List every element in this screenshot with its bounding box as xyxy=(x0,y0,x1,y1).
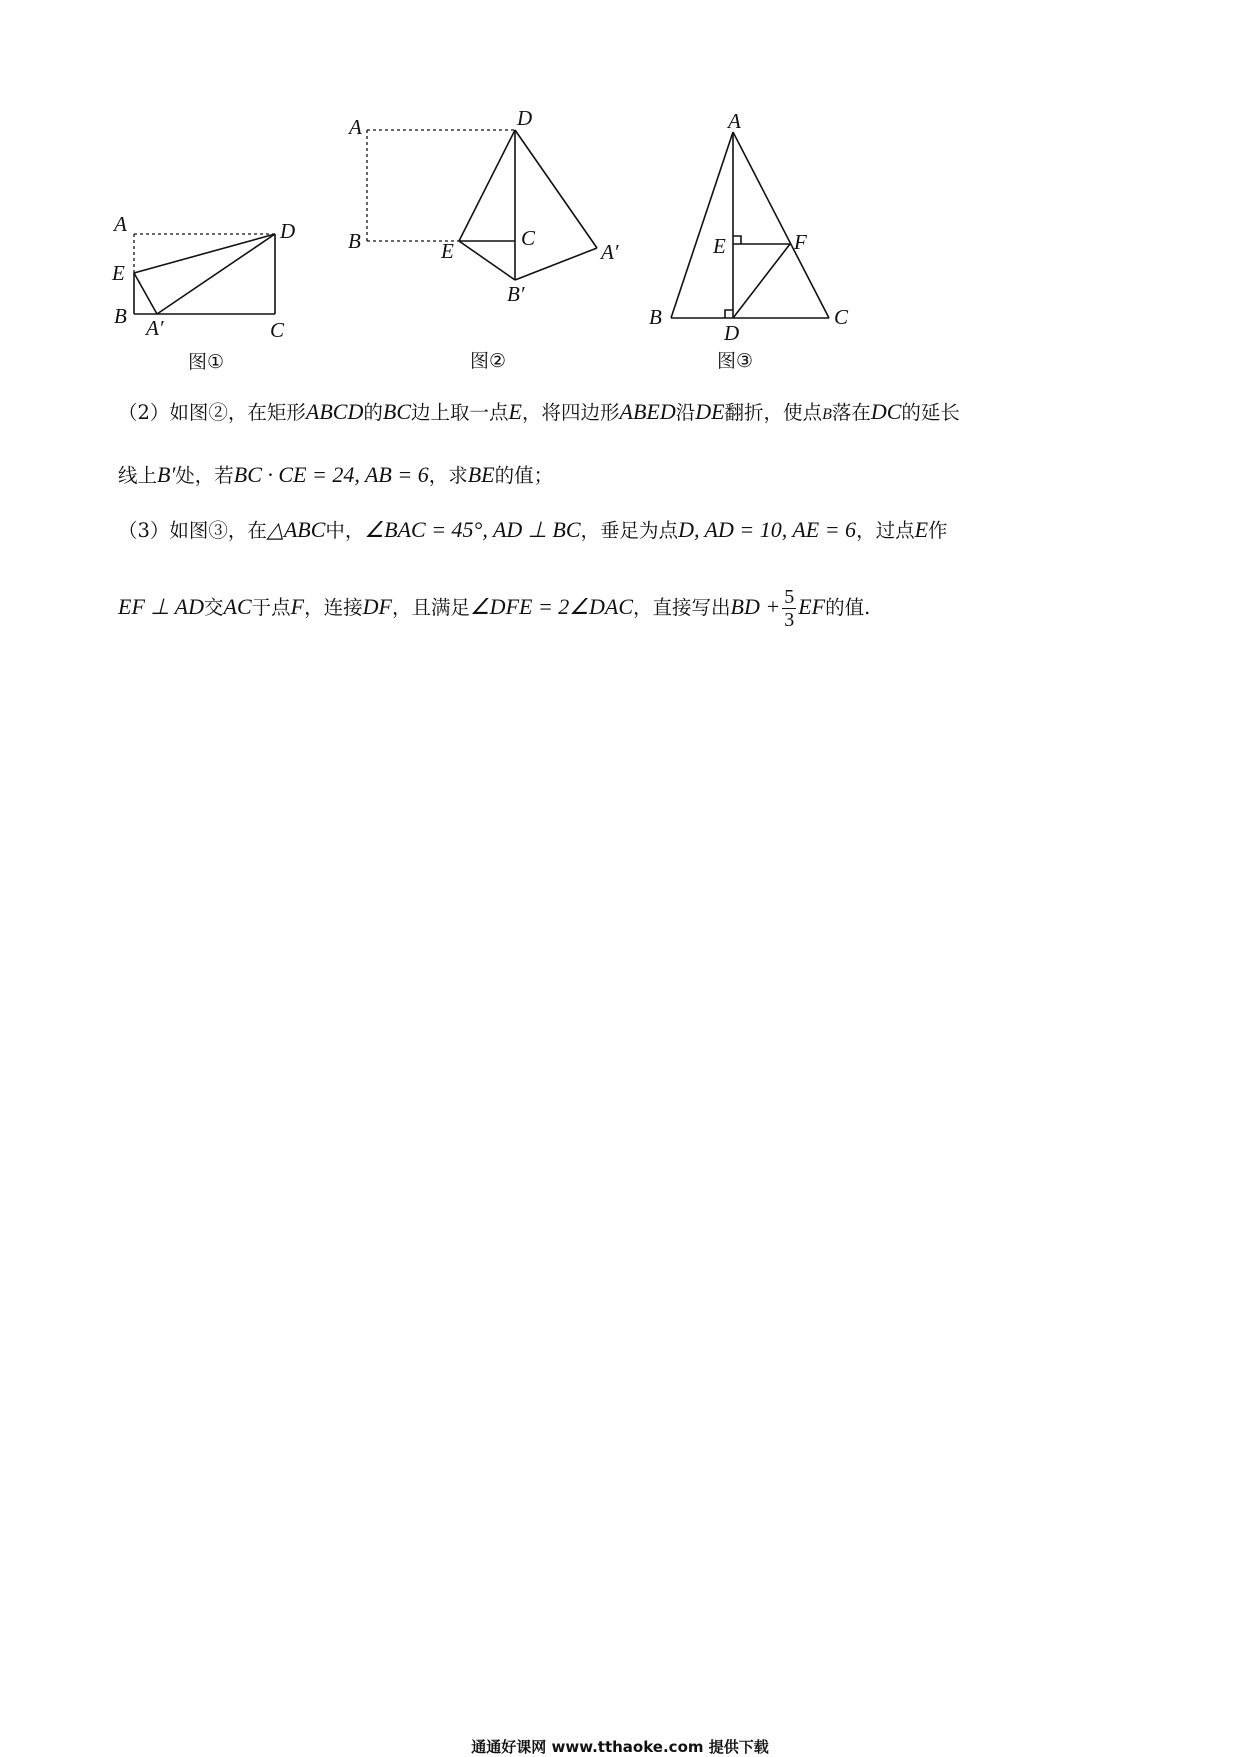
problem-2-line-1: （2）如图②，在矩形ABCD的BC边上取一点E，将四边形ABED沿DE翻折，使点B落在DC的延长 xyxy=(118,399,960,424)
label-a: A xyxy=(728,109,741,133)
figure-3-caption: 图③ xyxy=(717,350,754,372)
problem-3 xyxy=(118,500,1128,561)
problem-2-line-2: 线上B′处，若BC · CE = 24, AB = 6，求BE的值； xyxy=(118,462,554,487)
figure-2 xyxy=(340,108,640,378)
label-f: F xyxy=(794,230,807,254)
label-a: A xyxy=(114,212,127,236)
label-c: C xyxy=(270,318,285,342)
problem-2 xyxy=(118,382,1128,506)
label-a: A xyxy=(349,115,362,139)
figure-1-diagram xyxy=(110,205,300,380)
segment-ed xyxy=(134,234,275,273)
fraction-five-thirds: $\frac{5}{3}$ xyxy=(784,586,795,631)
label-c: C xyxy=(834,305,849,329)
segment-de xyxy=(459,130,515,241)
right-angle-mark-d xyxy=(725,310,733,318)
segment-eb-prime xyxy=(459,241,515,280)
figure-1 xyxy=(110,205,300,380)
label-c: C xyxy=(521,226,536,250)
edge-ac xyxy=(733,132,829,318)
problem-3-line-1: （3）如图③，在△ABC中，∠BAC = 45°, AD ⊥ BC，垂足为点D, AD = 10, AE = 6，过点E作 xyxy=(118,517,948,542)
label-e: E xyxy=(112,261,125,285)
label-e: E xyxy=(441,239,454,263)
right-angle-mark-e xyxy=(733,236,741,244)
label-b: B xyxy=(649,305,662,329)
segment-a-prime-d xyxy=(157,234,275,314)
segment-df xyxy=(733,244,790,318)
page-footer: 通通好课网 www.tthaoke.com 提供下载 xyxy=(471,1738,769,1756)
label-a-prime: A′ xyxy=(146,316,164,340)
label-e: E xyxy=(713,234,726,258)
figure-1-caption: 图① xyxy=(188,351,225,373)
label-d: D xyxy=(280,219,296,243)
label-b: B xyxy=(114,304,127,328)
label-d: D xyxy=(724,321,740,345)
label-a-prime: A′ xyxy=(601,240,619,264)
problem-3-line-2: EF ⊥ AD交AC于点F，连接DF，且满足∠DFE = 2∠DAC，直接写出BD + $\frac{5}{3}$ EF的值. xyxy=(118,586,871,631)
label-b: B xyxy=(348,229,361,253)
figure-2-caption: 图② xyxy=(470,350,507,372)
figure-2-diagram xyxy=(340,108,640,378)
segment-ea-prime xyxy=(134,273,157,314)
edge-ab xyxy=(671,132,733,318)
segment-b-prime-a-prime xyxy=(515,248,597,280)
figure-3 xyxy=(640,108,860,378)
triangle-symbol: △ xyxy=(266,517,284,542)
label-d: D xyxy=(517,108,533,130)
figure-3-diagram xyxy=(640,108,860,378)
label-b-prime: B′ xyxy=(507,282,525,306)
